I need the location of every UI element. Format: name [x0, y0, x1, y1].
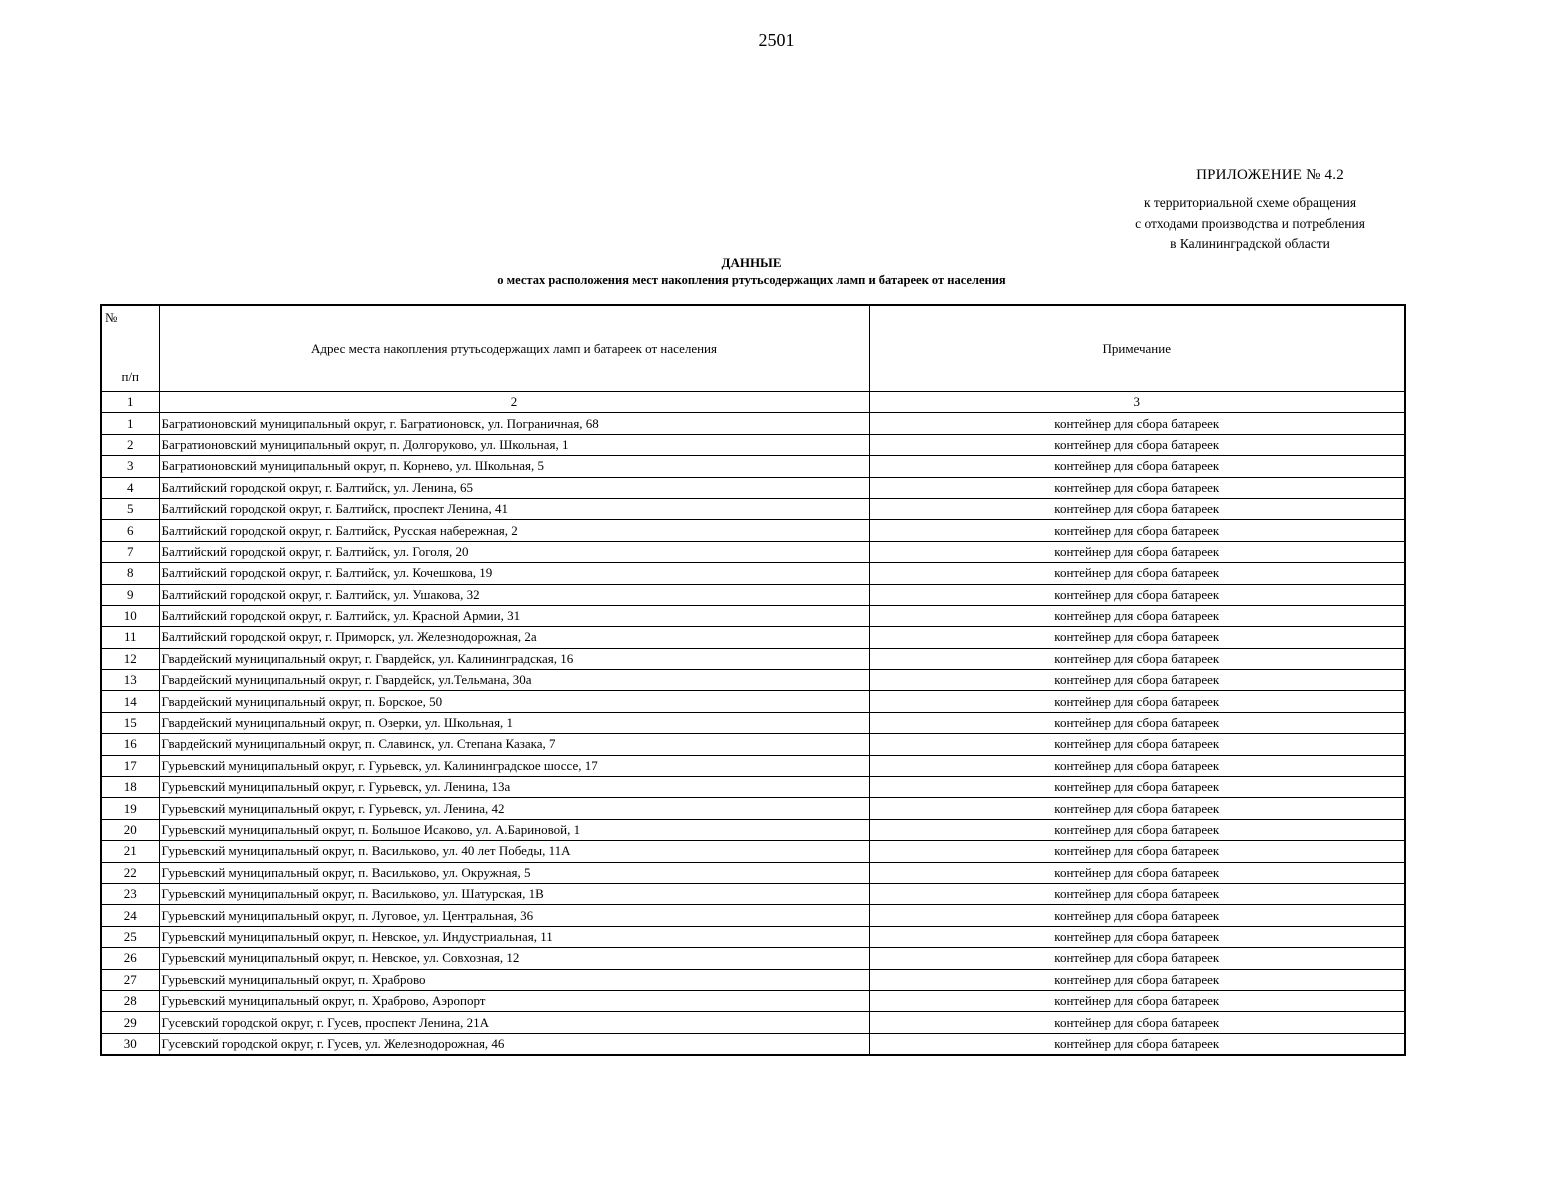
table-row: [101, 819, 1405, 840]
row-number: 11: [101, 627, 159, 648]
row-address: Гурьевский муниципальный округ, п. Луговое, ул. Центральная, 36: [159, 905, 869, 926]
row-address: Гурьевский муниципальный округ, п. Храброво: [159, 969, 869, 990]
row-number: 21: [101, 841, 159, 862]
document-title: ДАННЫЕ: [721, 255, 782, 270]
table-row: [101, 883, 1405, 904]
row-address: Балтийский городской округ, г. Балтийск, Русская набережная, 2: [159, 520, 869, 541]
row-note: контейнер для сбора батареек: [869, 434, 1405, 455]
column-number: 3: [869, 392, 1405, 413]
row-note: контейнер для сбора батареек: [869, 413, 1405, 434]
header-number-cell: [101, 305, 159, 392]
table-row: [101, 520, 1405, 541]
header-number-sign: №: [105, 310, 118, 325]
table-row: [101, 926, 1405, 947]
row-address: Балтийский городской округ, г. Балтийск, ул. Гоголя, 20: [159, 541, 869, 562]
table-row: [101, 734, 1405, 755]
appendix-title: ПРИЛОЖЕНИЕ № 4.2: [1196, 167, 1344, 183]
column-number-row: [101, 392, 1405, 413]
row-number: 2: [101, 434, 159, 455]
table-row: [101, 969, 1405, 990]
row-note: контейнер для сбора батареек: [869, 563, 1405, 584]
row-note: контейнер для сбора батареек: [869, 862, 1405, 883]
row-number: 4: [101, 477, 159, 498]
row-note: контейнер для сбора батареек: [869, 948, 1405, 969]
row-address: Гвардейский муниципальный округ, п. Борское, 50: [159, 691, 869, 712]
row-number: 25: [101, 926, 159, 947]
row-number: 15: [101, 712, 159, 733]
row-note: контейнер для сбора батареек: [869, 670, 1405, 691]
row-note: контейнер для сбора батареек: [869, 755, 1405, 776]
row-note: контейнер для сбора батареек: [869, 691, 1405, 712]
header-note: Примечание: [869, 305, 1405, 392]
row-address: Гурьевский муниципальный округ, г. Гурьевск, ул. Ленина, 42: [159, 798, 869, 819]
document-subtitle: о местах расположения мест накопления ртутьсодержащих ламп и батареек от населения: [497, 273, 1006, 287]
row-number: 8: [101, 563, 159, 584]
row-address: Гурьевский муниципальный округ, г. Гурьевск, ул. Калининградское шоссе, 17: [159, 755, 869, 776]
table-row: [101, 862, 1405, 883]
row-note: контейнер для сбора батареек: [869, 648, 1405, 669]
row-note: контейнер для сбора батареек: [869, 969, 1405, 990]
row-address: Балтийский городской округ, г. Балтийск, ул. Ушакова, 32: [159, 584, 869, 605]
row-number: 26: [101, 948, 159, 969]
row-number: 10: [101, 605, 159, 626]
table-row: [101, 456, 1405, 477]
row-address: Балтийский городской округ, г. Балтийск, ул. Красной Армии, 31: [159, 605, 869, 626]
table-row: [101, 670, 1405, 691]
row-note: контейнер для сбора батареек: [869, 841, 1405, 862]
row-address: Гурьевский муниципальный округ, п. Невское, ул. Совхозная, 12: [159, 948, 869, 969]
table-row: [101, 584, 1405, 605]
row-address: Гурьевский муниципальный округ, п. Васильково, ул. Окружная, 5: [159, 862, 869, 883]
table-row: [101, 541, 1405, 562]
appendix-subtitle: [1100, 193, 1400, 255]
row-note: контейнер для сбора батареек: [869, 990, 1405, 1011]
row-address: Багратионовский муниципальный округ, п. Долгоруково, ул. Школьная, 1: [159, 434, 869, 455]
row-address: Балтийский городской округ, г. Балтийск, ул. Кочешкова, 19: [159, 563, 869, 584]
table-row: [101, 712, 1405, 733]
row-note: контейнер для сбора батареек: [869, 627, 1405, 648]
row-note: контейнер для сбора батареек: [869, 777, 1405, 798]
row-note: контейнер для сбора батареек: [869, 456, 1405, 477]
appendix-line: к территориальной схеме обращения: [1143, 195, 1357, 210]
row-note: контейнер для сбора батареек: [869, 926, 1405, 947]
appendix-line: с отходами производства и потребления: [1135, 215, 1365, 231]
row-note: контейнер для сбора батареек: [869, 498, 1405, 519]
table-row: [101, 841, 1405, 862]
table-row: [101, 755, 1405, 776]
row-note: контейнер для сбора батареек: [869, 520, 1405, 541]
table-row: [101, 1012, 1405, 1033]
table-row: [101, 777, 1405, 798]
row-number: 9: [101, 584, 159, 605]
row-note: контейнер для сбора батареек: [869, 605, 1405, 626]
row-address: Гурьевский муниципальный округ, п. Васильково, ул. 40 лет Победы, 11А: [159, 841, 869, 862]
row-address: Балтийский городской округ, г. Балтийск, ул. Ленина, 65: [159, 477, 869, 498]
header-number-pp: п/п: [121, 369, 140, 384]
table-row: [101, 948, 1405, 969]
column-number: 2: [159, 392, 869, 413]
row-address: Багратионовский муниципальный округ, г. Багратионовск, ул. Пограничная, 68: [159, 413, 869, 434]
row-number: 23: [101, 883, 159, 904]
row-note: контейнер для сбора батареек: [869, 905, 1405, 926]
row-address: Балтийский городской округ, г. Приморск, ул. Железнодорожная, 2а: [159, 627, 869, 648]
table-row: [101, 1033, 1405, 1055]
row-address: Гурьевский муниципальный округ, г. Гурьевск, ул. Ленина, 13а: [159, 777, 869, 798]
table-row: [101, 798, 1405, 819]
row-number: 7: [101, 541, 159, 562]
row-number: 19: [101, 798, 159, 819]
row-number: 27: [101, 969, 159, 990]
row-address: Гвардейский муниципальный округ, г. Гвардейск, ул.Тельмана, 30а: [159, 670, 869, 691]
row-note: контейнер для сбора батареек: [869, 1012, 1405, 1033]
row-number: 6: [101, 520, 159, 541]
row-address: Гурьевский муниципальный округ, п. Васильково, ул. Шатурская, 1В: [159, 883, 869, 904]
row-note: контейнер для сбора батареек: [869, 1033, 1405, 1055]
row-note: контейнер для сбора батареек: [869, 798, 1405, 819]
row-address: Гвардейский муниципальный округ, г. Гвардейск, ул. Калининградская, 16: [159, 648, 869, 669]
row-number: 14: [101, 691, 159, 712]
row-number: 20: [101, 819, 159, 840]
row-number: 22: [101, 862, 159, 883]
table-row: [101, 605, 1405, 626]
table-row: [101, 434, 1405, 455]
row-note: контейнер для сбора батареек: [869, 541, 1405, 562]
table-row: [101, 990, 1405, 1011]
row-number: 18: [101, 777, 159, 798]
row-note: контейнер для сбора батареек: [869, 477, 1405, 498]
row-number: 24: [101, 905, 159, 926]
table-row: [101, 498, 1405, 519]
row-number: 12: [101, 648, 159, 669]
row-number: 5: [101, 498, 159, 519]
row-address: Гвардейский муниципальный округ, п. Славинск, ул. Степана Казака, 7: [159, 734, 869, 755]
row-address: Гусевский городской округ, г. Гусев, ул. Железнодорожная, 46: [159, 1033, 869, 1055]
row-note: контейнер для сбора батареек: [869, 584, 1405, 605]
row-number: 17: [101, 755, 159, 776]
row-note: контейнер для сбора батареек: [869, 712, 1405, 733]
row-number: 13: [101, 670, 159, 691]
row-note: контейнер для сбора батареек: [869, 883, 1405, 904]
collection-points-table: [100, 304, 1406, 1056]
header-address: Адрес места накопления ртутьсодержащих ламп и батареек от населения: [159, 305, 869, 392]
column-number: 1: [101, 392, 159, 413]
table-row: [101, 691, 1405, 712]
table-header-row: [101, 305, 1405, 392]
table-row: [101, 905, 1405, 926]
table-row: [101, 563, 1405, 584]
row-number: 16: [101, 734, 159, 755]
table-row: [101, 413, 1405, 434]
row-address: Гусевский городской округ, г. Гусев, проспект Ленина, 21А: [159, 1012, 869, 1033]
row-address: Гурьевский муниципальный округ, п. Невское, ул. Индустриальная, 11: [159, 926, 869, 947]
row-address: Гурьевский муниципальный округ, п. Большое Исаково, ул. А.Бариновой, 1: [159, 819, 869, 840]
row-number: 3: [101, 456, 159, 477]
row-number: 28: [101, 990, 159, 1011]
row-number: 1: [101, 413, 159, 434]
row-note: контейнер для сбора батареек: [869, 734, 1405, 755]
row-address: Балтийский городской округ, г. Балтийск, проспект Ленина, 41: [159, 498, 869, 519]
row-number: 30: [101, 1033, 159, 1055]
page-number: 2501: [758, 30, 795, 50]
row-address: Гвардейский муниципальный округ, п. Озерки, ул. Школьная, 1: [159, 712, 869, 733]
table-row: [101, 627, 1405, 648]
appendix-line: в Калининградской области: [1170, 236, 1330, 251]
table-row: [101, 477, 1405, 498]
row-number: 29: [101, 1012, 159, 1033]
row-address: Гурьевский муниципальный округ, п. Храброво, Аэропорт: [159, 990, 869, 1011]
row-address: Багратионовский муниципальный округ, п. Корнево, ул. Школьная, 5: [159, 456, 869, 477]
row-note: контейнер для сбора батареек: [869, 819, 1405, 840]
table-row: [101, 648, 1405, 669]
